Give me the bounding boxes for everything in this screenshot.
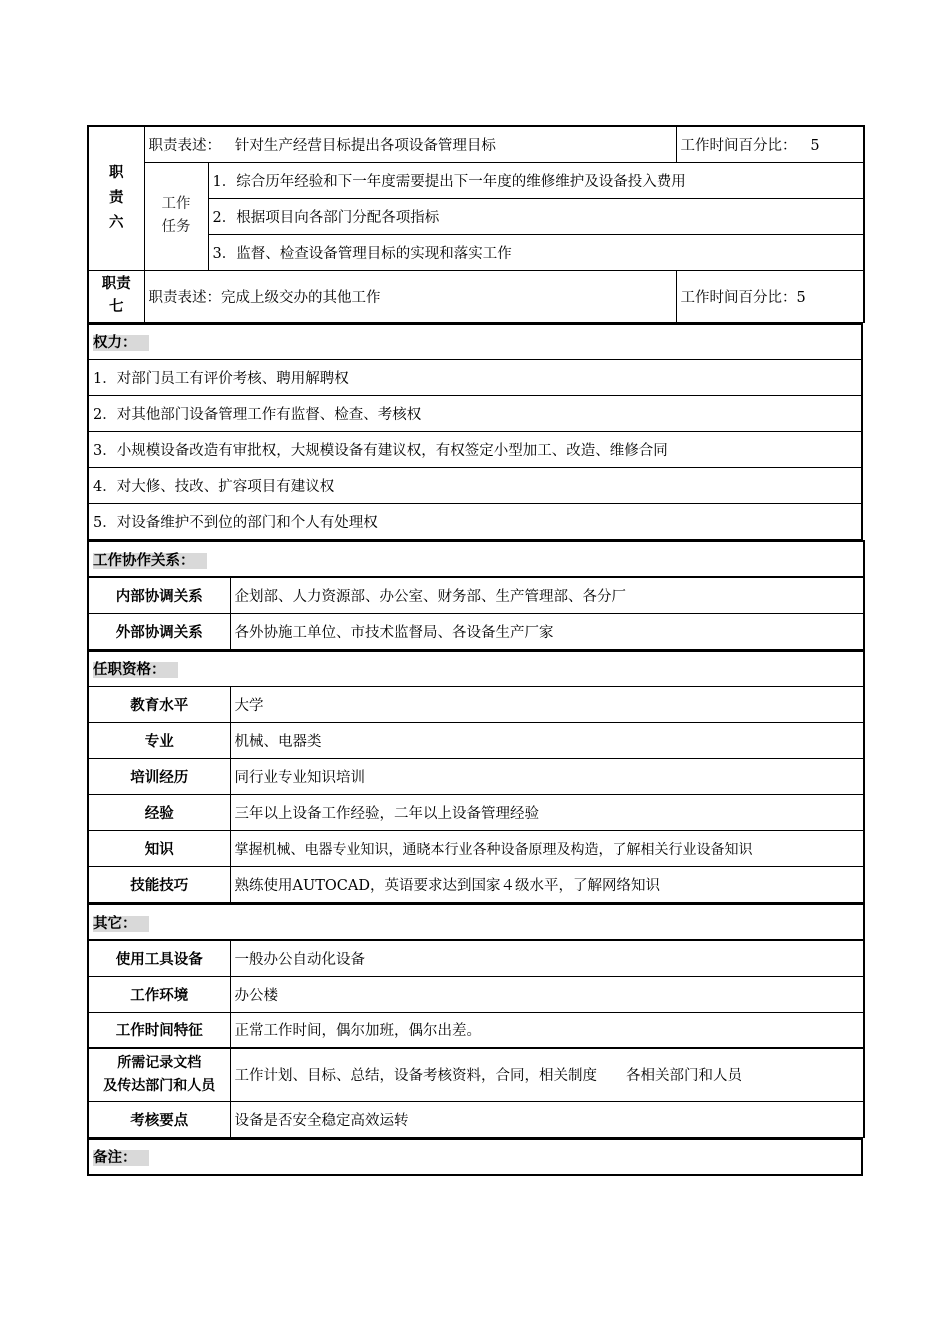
duty-six-task-3: 3．监督、检查设备管理目标的实现和落实工作	[208, 234, 864, 270]
remarks-table	[87, 1138, 863, 1176]
training-value: 同行业专业知识培训	[230, 759, 864, 795]
qualification-table	[87, 650, 865, 904]
qualification-section-title: 任职资格：	[88, 651, 864, 687]
duty-six-task-label: 工作 任务	[144, 162, 208, 270]
external-relation-value: 各外协施工单位、市技术监督局、各设备生产厂家	[230, 613, 864, 649]
remarks-section-title: 备注：	[88, 1139, 862, 1175]
authority-item: 2．对其他部门设备管理工作有监督、检查、考核权	[88, 396, 862, 432]
external-relation-label: 外部协调关系	[88, 613, 230, 649]
education-value: 大学	[230, 687, 864, 723]
experience-value: 三年以上设备工作经验，二年以上设备管理经验	[230, 795, 864, 831]
authority-item: 3．小规模设备改造有审批权，大规模设备有建议权，有权签定小型加工、改造、维修合同	[88, 432, 862, 468]
tools-label: 使用工具设备	[88, 940, 230, 976]
environment-label: 工作环境	[88, 976, 230, 1012]
records-value: 工作计划、目标、总结，设备考核资料，合同，相关制度 各相关部门和人员	[230, 1048, 864, 1101]
work-time-label: 工作时间特征	[88, 1012, 230, 1048]
experience-label: 经验	[88, 795, 230, 831]
knowledge-label: 知识	[88, 831, 230, 867]
environment-value: 办公楼	[230, 976, 864, 1012]
other-table	[87, 903, 865, 1138]
authority-table	[87, 323, 863, 541]
duty-seven-time-percent: 工作时间百分比：5	[676, 270, 864, 322]
work-time-value: 正常工作时间，偶尔加班，偶尔出差。	[230, 1012, 864, 1048]
duty-seven-description: 职责表述：完成上级交办的其他工作	[144, 270, 676, 322]
duty-six-time-percent: 工作时间百分比： 5	[676, 126, 864, 162]
education-label: 教育水平	[88, 687, 230, 723]
duties-table	[87, 125, 865, 323]
duty-seven-label: 职责 七	[88, 270, 144, 322]
skills-label: 技能技巧	[88, 867, 230, 903]
duty-six-description: 职责表述： 针对生产经营目标提出各项设备管理目标	[144, 126, 676, 162]
knowledge-value: 掌握机械、电器专业知识，通晓本行业各种设备原理及构造，了解相关行业设备知识	[230, 831, 864, 867]
training-label: 培训经历	[88, 759, 230, 795]
assessment-label: 考核要点	[88, 1101, 230, 1137]
authority-section-title: 权力：	[88, 324, 862, 360]
duty-six-task-2: 2．根据项目向各部门分配各项指标	[208, 198, 864, 234]
major-label: 专业	[88, 723, 230, 759]
authority-item: 4．对大修、技改、扩容项目有建议权	[88, 468, 862, 504]
duty-six-task-1: 1．综合历年经验和下一年度需要提出下一年度的维修维护及设备投入费用	[208, 162, 864, 198]
tools-value: 一般办公自动化设备	[230, 940, 864, 976]
internal-relation-value: 企划部、人力资源部、办公室、财务部、生产管理部、各分厂	[230, 577, 864, 613]
cooperation-table	[87, 540, 865, 650]
duty-six-label: 职 责 六	[88, 126, 144, 270]
skills-value: 熟练使用AUTOCAD，英语要求达到国家４级水平，了解网络知识	[230, 867, 864, 903]
other-section-title: 其它：	[88, 904, 864, 940]
internal-relation-label: 内部协调关系	[88, 577, 230, 613]
assessment-value: 设备是否安全稳定高效运转	[230, 1101, 864, 1137]
job-description-sheet	[87, 125, 863, 1176]
authority-item: 5．对设备维护不到位的部门和个人有处理权	[88, 504, 862, 540]
records-label: 所需记录文档 及传达部门和人员	[88, 1048, 230, 1101]
authority-item: 1．对部门员工有评价考核、聘用解聘权	[88, 360, 862, 396]
cooperation-section-title: 工作协作关系：	[88, 541, 864, 577]
major-value: 机械、电器类	[230, 723, 864, 759]
